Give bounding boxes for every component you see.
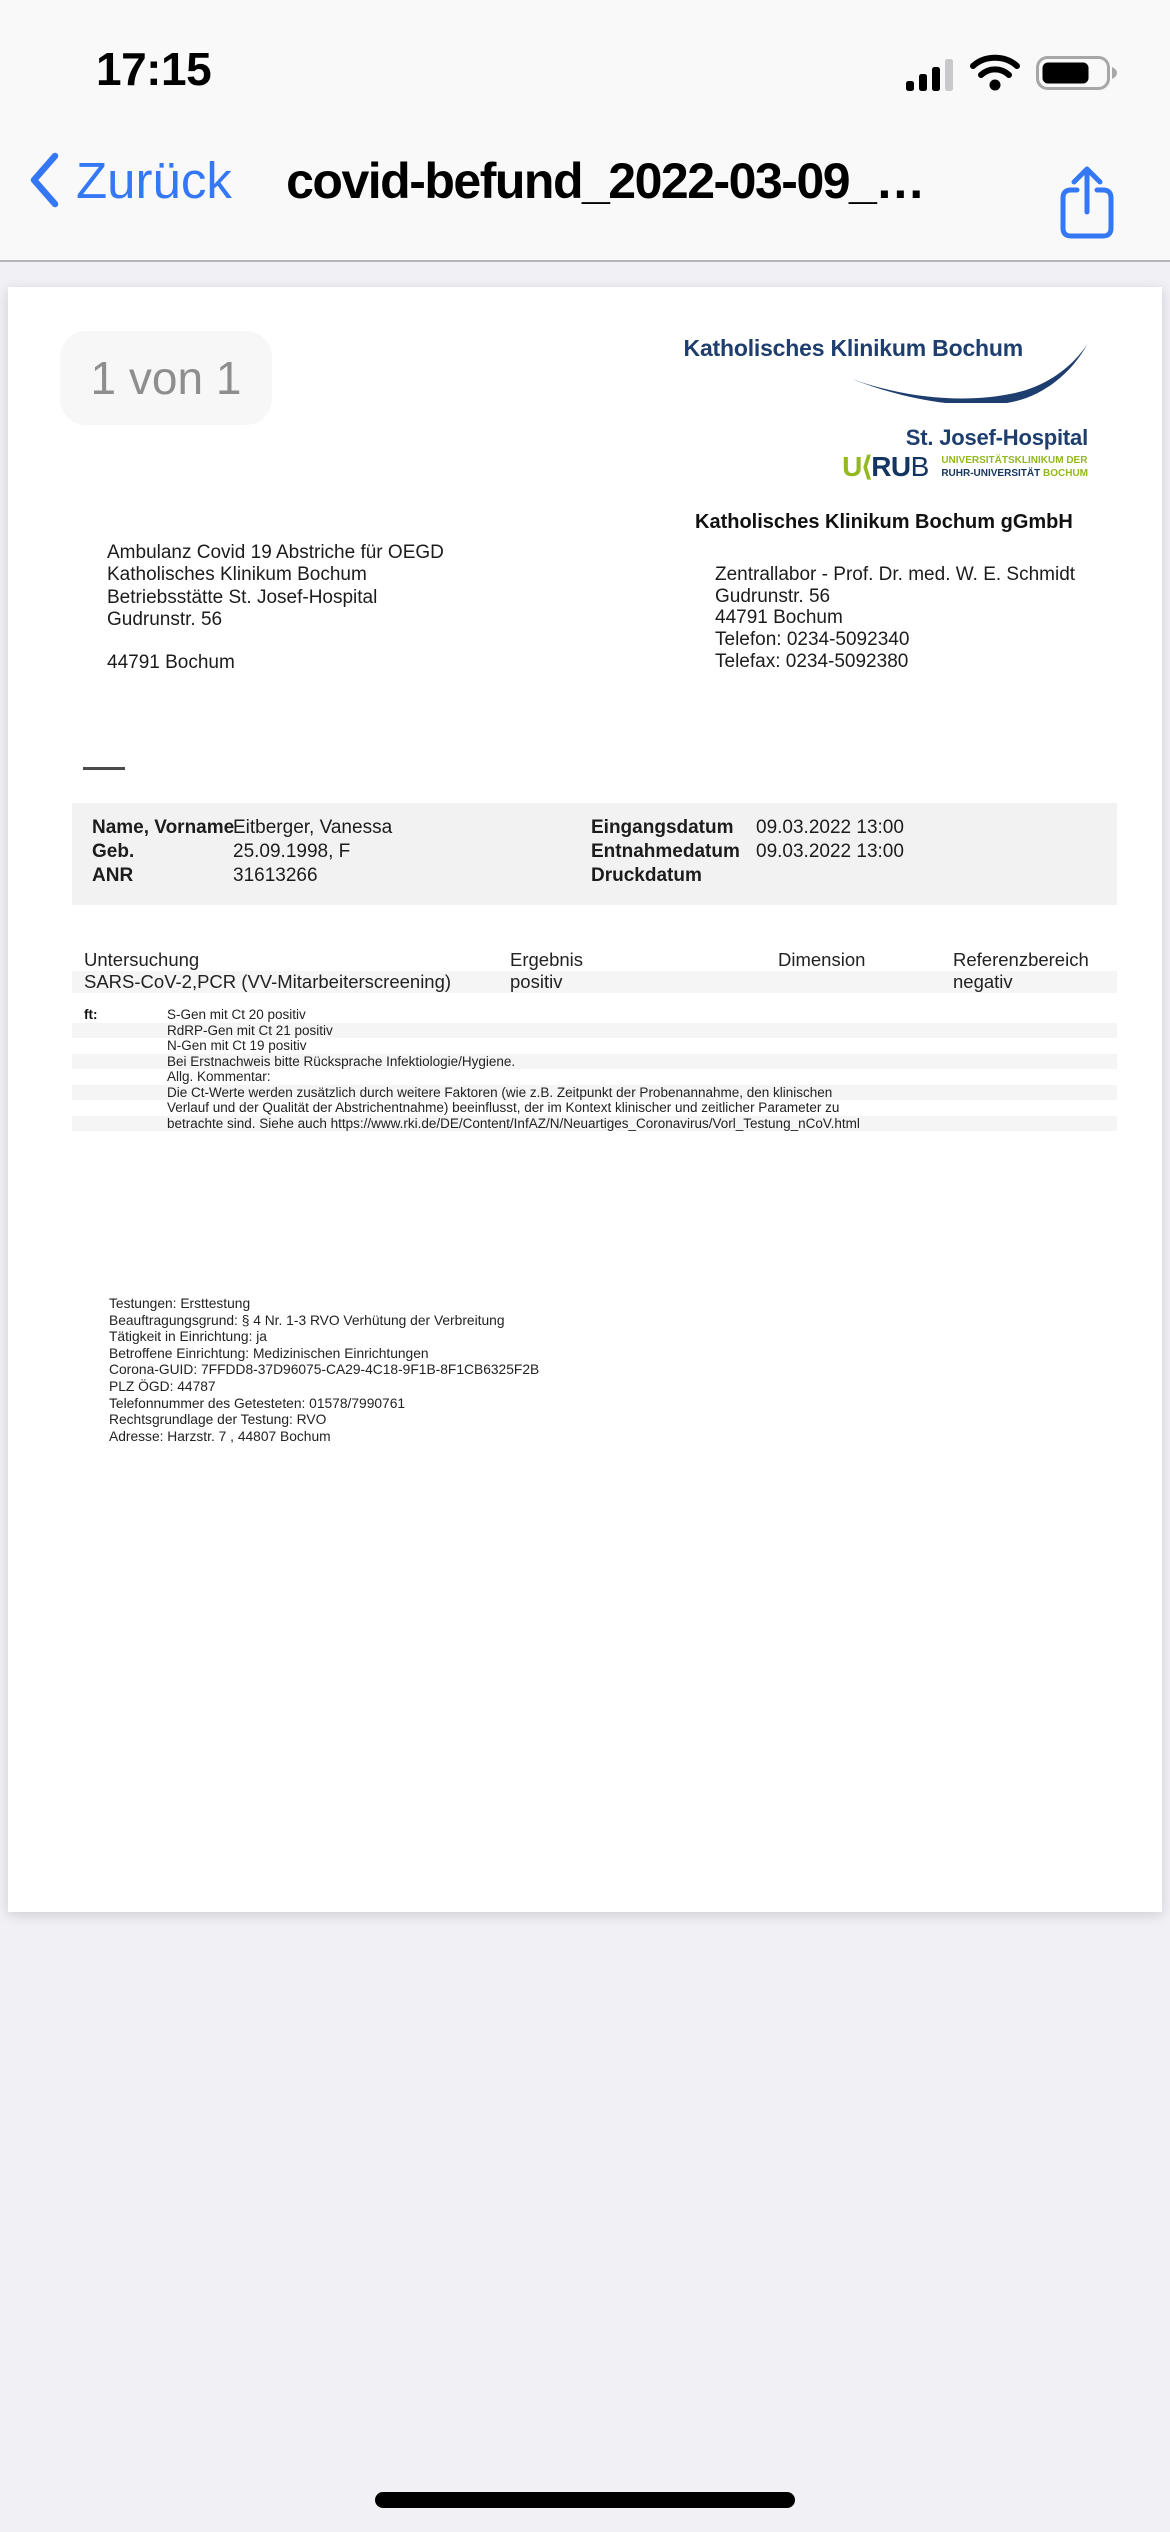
ukrub-uk-glyph: U⟨ xyxy=(842,451,872,482)
results-column-header: Untersuchung xyxy=(84,949,200,970)
page-indicator-label: 1 von 1 xyxy=(90,352,242,404)
ukrub-logo xyxy=(842,453,1088,481)
sender-city: 44791 Bochum xyxy=(107,652,235,673)
fold-mark xyxy=(83,767,125,770)
patient-row xyxy=(72,864,1117,888)
hospital-logo-swoosh-icon xyxy=(850,341,1090,403)
chevron-left-icon xyxy=(26,150,62,210)
patient-field-value: 09.03.2022 13:00 xyxy=(756,841,904,862)
sender-address-line: Katholisches Klinikum Bochum xyxy=(107,564,367,586)
footnote-line: Allg. Kommentar: xyxy=(167,1069,271,1084)
cellular-signal-icon xyxy=(906,56,958,92)
footnote-label: ft: xyxy=(84,1007,98,1022)
home-indicator[interactable] xyxy=(375,2492,795,2508)
ukrub-b-glyph: B xyxy=(910,451,930,482)
results-column-header: Dimension xyxy=(778,949,866,970)
patient-row xyxy=(72,840,1117,864)
sender-address-line: Gudrunstr. 56 xyxy=(107,608,223,630)
patient-row xyxy=(72,816,1117,840)
patient-field-value: 25.09.1998, F xyxy=(233,841,351,862)
lab-address-block xyxy=(715,564,1075,673)
footnote-line: RdRP-Gen mit Ct 21 positiv xyxy=(72,1023,1117,1039)
sender-address-line: Ambulanz Covid 19 Abstriche für OEGD xyxy=(107,542,444,563)
org-name: Katholisches Klinikum Bochum gGmbH xyxy=(695,511,1073,533)
patient-info-box xyxy=(72,803,1117,905)
results-column-header: Ergebnis xyxy=(510,949,584,970)
ukrub-university-text: UNIVERSITÄTSKLINIKUM DER RUHR-UNIVERSITÄT BOCHUM xyxy=(941,455,1088,479)
st-josef-hospital-label: St. Josef-Hospital xyxy=(905,425,1088,450)
footnote-line: Verlauf und der Qualität der Abstrichentnahme) beeinflusst, der im Kontext klinischer und zeitlicher Parameter zu xyxy=(167,1100,840,1115)
ukrub-ru-glyph: RU xyxy=(871,451,911,482)
footnote-line: betrachte sind. Siehe auch https://www.rki.de/DE/Content/InfAZ/N/Neuartiges_Coronavirus/Vorl_Testung_nCoV.html xyxy=(72,1116,1117,1132)
test-metadata-line: PLZ ÖGD: 44787 xyxy=(109,1378,216,1394)
test-metadata-line: Tätigkeit in Einrichtung: ja xyxy=(109,1329,267,1345)
patient-field-label: Druckdatum xyxy=(591,865,702,886)
footnote-line: N-Gen mit Ct 19 positiv xyxy=(167,1038,307,1053)
test-metadata-block xyxy=(109,1296,539,1445)
footnote-block xyxy=(72,1007,1117,1131)
status-time: 17:15 xyxy=(96,43,212,95)
footnote-line: S-Gen mit Ct 20 positiv xyxy=(167,1007,306,1022)
sender-address-line: Betriebsstätte St. Josef-Hospital xyxy=(107,586,378,608)
lab-address-line: 44791 Bochum xyxy=(715,607,843,629)
document-title: covid-befund_2022-03-09_… xyxy=(286,153,924,209)
footnote-line: Bei Erstnachweis bitte Rücksprache Infektiologie/Hygiene. xyxy=(72,1054,1117,1070)
result-test-name: SARS-CoV-2,PCR (VV-Mitarbeiterscreening) xyxy=(84,971,452,992)
patient-field-value: 09.03.2022 13:00 xyxy=(756,817,904,838)
patient-field-value: Eitberger, Vanessa xyxy=(233,817,393,838)
page-indicator-badge xyxy=(60,331,272,425)
share-button[interactable] xyxy=(1054,164,1120,244)
back-button-label: Zurück xyxy=(76,151,232,209)
pdf-page-preview[interactable] xyxy=(8,287,1162,1912)
test-metadata-line: Telefonnummer des Getesteten: 01578/7990761 xyxy=(109,1395,406,1411)
results-column-header: Referenzbereich xyxy=(953,949,1089,970)
test-metadata-line: Adresse: Harzstr. 7 , 44807 Bochum xyxy=(109,1428,331,1444)
test-metadata-line: Rechtsgrundlage der Testung: RVO xyxy=(109,1412,327,1428)
result-reference: negativ xyxy=(953,971,1013,992)
patient-field-label: Eingangsdatum xyxy=(591,817,734,838)
sender-address-block xyxy=(107,542,444,631)
patient-field-label: Entnahmedatum xyxy=(591,841,740,862)
test-metadata-line: Betroffene Einrichtung: Medizinischen Einrichtungen xyxy=(109,1345,429,1361)
wifi-icon xyxy=(970,54,1020,92)
lab-address-line: Gudrunstr. 56 xyxy=(715,585,831,607)
lab-address-line: Zentrallabor - Prof. Dr. med. W. E. Schmidt xyxy=(715,564,1076,585)
footnote-line: Die Ct-Werte werden zusätzlich durch weitere Faktoren (wie z.B. Zeitpunkt der Probenannahme, den klinischen xyxy=(72,1085,1117,1101)
patient-field-label: Geb. xyxy=(92,841,135,862)
patient-field-label: Name, Vorname xyxy=(92,817,235,838)
test-metadata-line: Beauftragungsgrund: § 4 Nr. 1-3 RVO Verhütung der Verbreitung xyxy=(109,1312,505,1328)
top-bar xyxy=(0,0,1170,262)
lab-address-line: Telefon: 0234-5092340 xyxy=(715,629,910,651)
test-metadata-line: Testungen: Ersttestung xyxy=(109,1296,251,1311)
hospital-logo-brand-text: Katholisches Klinikum Bochum xyxy=(683,335,1023,361)
lab-address-line: Telefax: 0234-5092380 xyxy=(715,650,909,672)
battery-icon xyxy=(1036,56,1118,90)
patient-field-label: ANR xyxy=(92,865,134,886)
test-metadata-line: Corona-GUID: 7FFDD8-37D96075-CA29-4C18-9F1B-8F1CB6325F2B xyxy=(109,1362,540,1378)
result-value: positiv xyxy=(510,971,563,992)
patient-field-value: 31613266 xyxy=(233,865,318,886)
